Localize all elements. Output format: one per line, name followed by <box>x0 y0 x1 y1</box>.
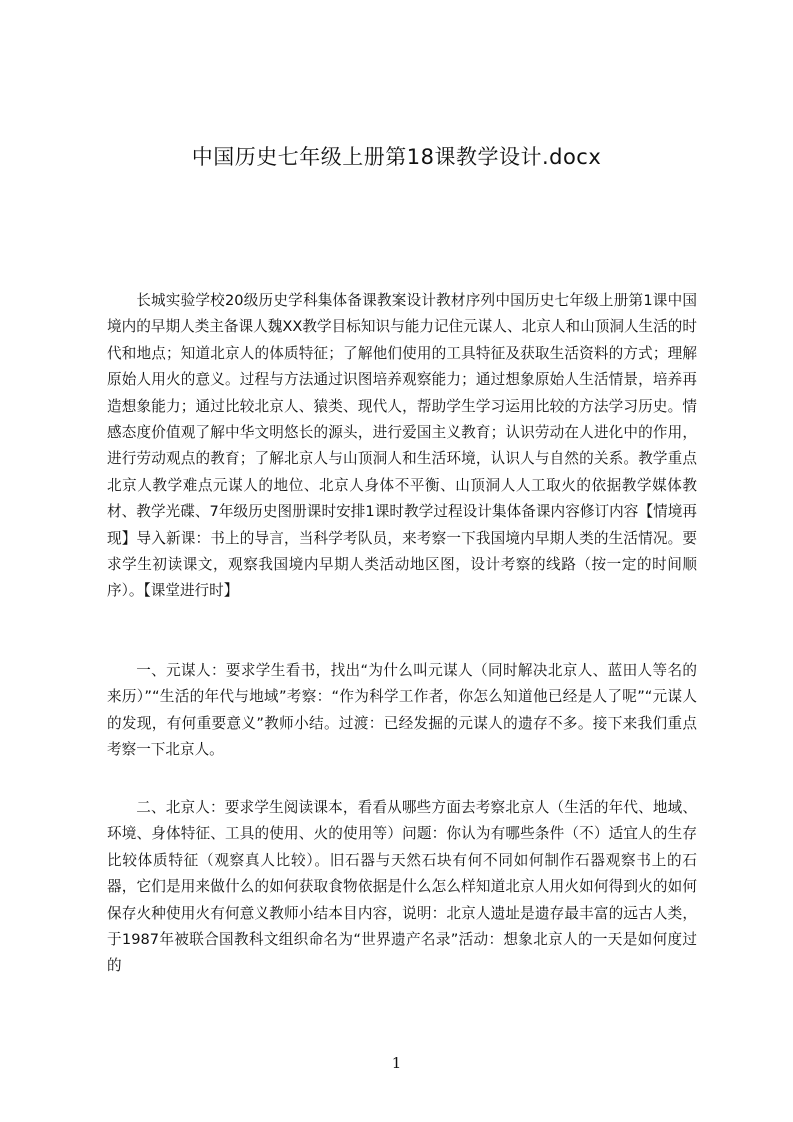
page-number: 1 <box>391 1054 402 1072</box>
paragraph-peking-man: 二、北京人：要求学生阅读课本，看看从哪些方面去考察北京人（生活的年代、地域、环境、身体特征、工具的使用、火的使用等）问题：你认为有哪些条件（不）适宜人的生存比较体质特征（观察真人比较）。旧石器与天然石块有何不同如何制作石器观察书上的石器，它们是用来做什么的如何获取食物依据是什么怎么样知道北京人用火如何得到火的如何保存火种使用火有何意义教师小结本目内容，说明：北京人遗址是遗存最丰富的远古人类，于1987年被联合国教科文组织命名为“世界遗产名录”活动：想象北京人的一天是如何度过的 <box>107 799 697 975</box>
paragraph-yuanmou-man: 一、元谋人：要求学生看书，找出“为什么叫元谋人（同时解决北京人、蓝田人等名的来历）”“生活的年代与地域”考察：“作为科学工作者，你怎么知道他已经是人了呢”“元谋人的发现，有何重要意义”教师小结。过渡：已经发掘的元谋人的遗存不多。接下来我们重点考察一下北京人。 <box>107 662 697 759</box>
paragraph-lesson-overview: 长城实验学校20级历史学科集体备课教案设计教材序列中国历史七年级上册第1课中国境内的早期人类主备课人魏XX教学目标知识与能力记住元谋人、北京人和山顶洞人生活的时代和地点；知道北京人的体质特征；了解他们使用的工具特征及获取生活资料的方式；理解原始人用火的意义。过程与方法通过识图培养观察能力；通过想象原始人生活情景，培养再造想象能力；通过比较北京人、猿类、现代人，帮助学生学习运用比较的方法学习历史。情感态度价值观了解中华文明悠长的源头，进行爱国主义教育；认识劳动在人进化中的作用，进行劳动观点的教育；了解北京人与山顶洞人和生活环境，认识人与自然的关系。教学重点北京人教学难点元谋人的地位、北京人身体不平衡、山顶洞人人工取火的依据教学媒体教材、教学光碟、7年级历史图册课时安排1课时教学过程设计集体备课内容修订内容【情境再现】导入新课：书上的导言，当科学考队员，来考察一下我国境内早期人类的生活情况。要求学生初读课文，观察我国境内早期人类活动地区图，设计考察的线路（按一定的时间顺序）。【课堂进行时】 <box>107 292 697 600</box>
document-title: 中国历史七年级上册第18课教学设计.docx <box>191 145 602 169</box>
